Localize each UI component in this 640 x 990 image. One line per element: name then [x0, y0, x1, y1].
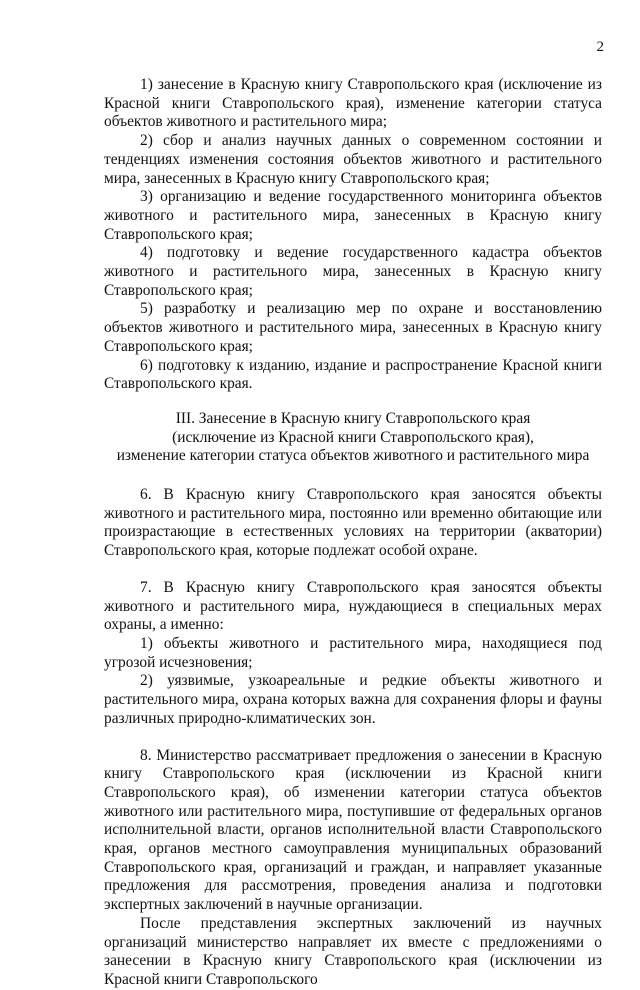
list-item-6: 6) подготовку к изданию, издание и распространение Красной книги Ставропольского края. [104, 356, 602, 393]
document-body [104, 76, 602, 990]
section-3-heading-line-3: изменение категории статуса объектов животного и растительного мира [116, 447, 590, 465]
clause-6: 6. В Красную книгу Ставропольского края заносятся объекты животного и растительного мира, постоянно или временно обитающие или произрастающие в естественных условиях на территории (акватории) Ставропольского края, которые подлежат особой охране. [104, 486, 602, 560]
list-item-2: 2) сбор и анализ научных данных о современном состоянии и тенденциях изменения состояния объектов животного и растительного мира, занесенных в Красную книгу Ставропольского края; [104, 132, 602, 187]
page-number: 2 [596, 39, 604, 55]
section-3-heading-line-1: III. Занесение в Красную книгу Ставропольского края [175, 409, 531, 427]
section-3-heading-line-2: (исключение из Красной книги Ставропольского края), [172, 428, 534, 446]
list-item-3: 3) организацию и ведение государственного мониторинга объектов животного и растительного мира, занесенных в Красную книгу Ставропольского края; [104, 188, 602, 243]
clause-7-sub-2: 2) уязвимые, узкоареальные и редкие объекты животного и растительного мира, охрана которых важна для сохранения флоры и фауны различных природно-климатических зон. [104, 672, 602, 727]
clause-8: 8. Министерство рассматривает предложения о занесении в Красную книгу Ставропольского края (исключении из Красной книги Ставропольского края), об изменении категории статуса объектов животного или растительного мира, поступившие от федеральных органов исполнительной власти, органов исполнительной власти Ставропольского края, органов местного самоуправления муниципальных образований Ставропольского края, организаций и граждан, и направляет указанные предложения для рассмотрения, проведения анализа и подготовки экспертных заключений в научные организации. [104, 746, 602, 914]
list-item-1: 1) занесение в Красную книгу Ставропольского края (исключение из Красной книги Ставропольского края), изменение категории статуса объектов животного и растительного мира; [104, 76, 602, 131]
clause-7-sub-1: 1) объекты животного и растительного мира, находящиеся под угрозой исчезновения; [104, 634, 602, 671]
list-item-4: 4) подготовку и ведение государственного кадастра объектов животного и растительного мира, занесенных в Красную книгу Ставропольского края; [104, 244, 602, 299]
clause-8-continuation: После представления экспертных заключений из научных организаций министерство направляет их вместе с предложениями о занесении в Красную книгу Ставропольского края (исключении из Красной книги Ставропольского [104, 914, 602, 988]
spacer [104, 729, 602, 747]
clause-7: 7. В Красную книгу Ставропольского края заносятся объекты животного и растительного мира, нуждающиеся в специальных мерах охраны, а именно: [104, 578, 602, 634]
list-item-5: 5) разработку и реализацию мер по охране и восстановлению объектов животного и растительного мира, занесенных в Красную книгу Ставропольского края; [104, 300, 602, 355]
section-3-heading [104, 410, 602, 466]
spacer [104, 561, 602, 579]
